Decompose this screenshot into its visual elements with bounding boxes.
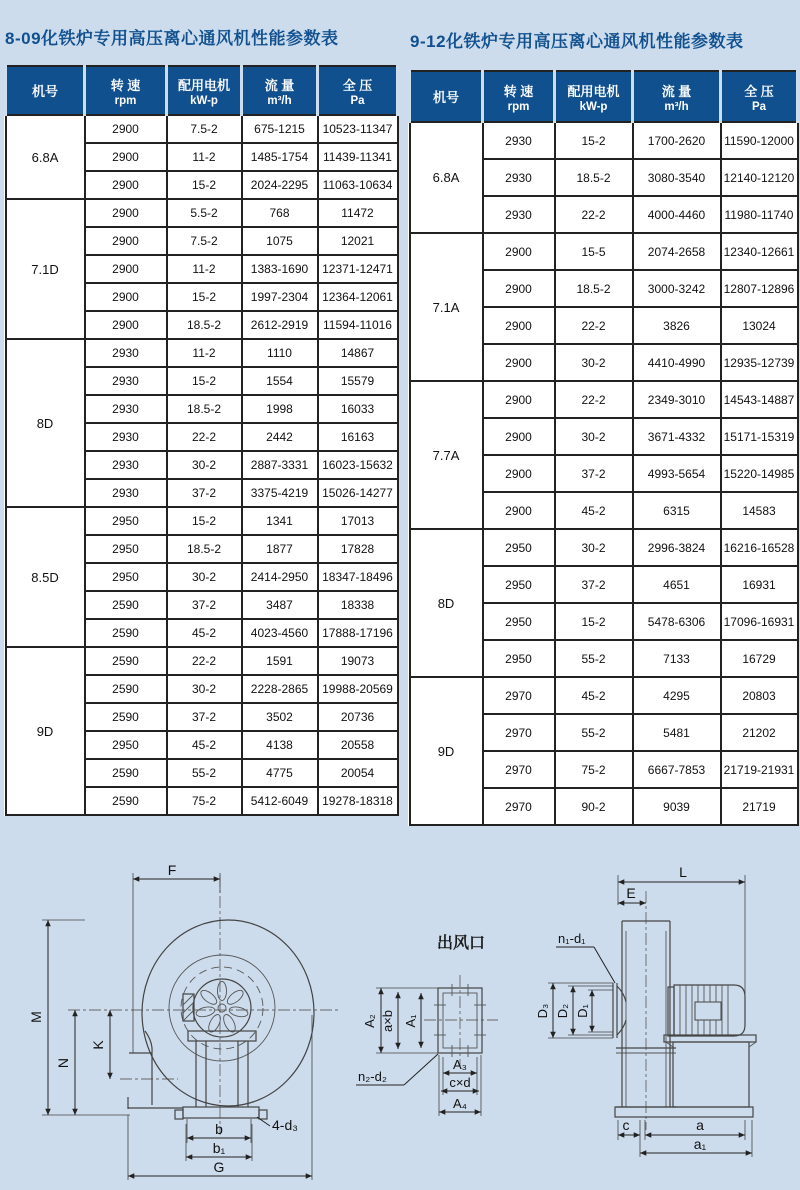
table-row — [6, 199, 398, 227]
table-cell: 2900 — [85, 227, 167, 255]
table-cell: 15-2 — [555, 122, 633, 159]
dim-label-m: M — [28, 1011, 44, 1023]
base-plate — [615, 1107, 753, 1117]
table-row — [410, 122, 798, 159]
table-cell: 1554 — [242, 367, 318, 395]
performance-table-9-12 — [408, 70, 799, 826]
table-cell: 14583 — [721, 492, 798, 529]
model-cell: 8D — [410, 529, 483, 677]
table-row — [6, 339, 398, 367]
table-cell: 2950 — [483, 603, 555, 640]
table-cell: 15-2 — [167, 283, 242, 311]
table-cell: 16163 — [318, 423, 398, 451]
table-cell: 90-2 — [555, 788, 633, 825]
table-cell: 17828 — [318, 535, 398, 563]
table-cell: 16033 — [318, 395, 398, 423]
model-cell: 6.8A — [410, 122, 483, 233]
table-cell: 22-2 — [167, 423, 242, 451]
table-cell: 9039 — [633, 788, 721, 825]
table-cell: 2930 — [483, 196, 555, 233]
column-header: 全 压 Pa — [721, 71, 798, 122]
table-cell: 2590 — [85, 647, 167, 675]
table-row — [410, 529, 798, 566]
table-cell: 11-2 — [167, 255, 242, 283]
table-cell: 2887-3331 — [242, 451, 318, 479]
table-cell: 2950 — [483, 529, 555, 566]
table-cell: 15026-14277 — [318, 479, 398, 507]
performance-table-8-09 — [4, 65, 399, 816]
table-cell: 2228-2865 — [242, 675, 318, 703]
table-cell: 1591 — [242, 647, 318, 675]
table-cell: 4410-4990 — [633, 344, 721, 381]
table-cell: 45-2 — [167, 619, 242, 647]
table-cell: 11-2 — [167, 339, 242, 367]
model-cell: 7.1D — [6, 199, 85, 339]
table-cell: 10523-11347 — [318, 115, 398, 143]
model-cell: 8D — [6, 339, 85, 507]
table-cell: 1075 — [242, 227, 318, 255]
dim-label-a1: a₁ — [693, 1136, 707, 1152]
table-cell: 768 — [242, 199, 318, 227]
table-cell: 2930 — [85, 479, 167, 507]
table-cell: 15220-14985 — [721, 455, 798, 492]
table-cell: 1877 — [242, 535, 318, 563]
table-cell: 30-2 — [555, 418, 633, 455]
table-cell: 12371-12471 — [318, 255, 398, 283]
shaft-key-block — [183, 994, 194, 1021]
column-header: 流 量 m³/h — [633, 71, 721, 122]
table-cell: 1997-2304 — [242, 283, 318, 311]
dim-label-a4: A₄ — [453, 1096, 467, 1111]
table-cell: 15-2 — [167, 507, 242, 535]
table-cell: 2590 — [85, 759, 167, 787]
table-cell: 17096-16931 — [721, 603, 798, 640]
table-cell: 19278-18318 — [318, 787, 398, 815]
dim-label-b1: b₁ — [212, 1140, 226, 1156]
table-cell: 37-2 — [555, 455, 633, 492]
table-cell: 30-2 — [167, 451, 242, 479]
dim-label-a2: A₂ — [362, 1014, 377, 1028]
table-cell: 2900 — [85, 171, 167, 199]
table-cell: 5412-6049 — [242, 787, 318, 815]
table-cell: 6667-7853 — [633, 751, 721, 788]
table-cell: 21719-21931 — [721, 751, 798, 788]
model-cell: 6.8A — [6, 115, 85, 199]
table-cell: 22-2 — [555, 196, 633, 233]
dim-label-d2cap: D₂ — [555, 1003, 570, 1019]
table-cell: 2900 — [483, 455, 555, 492]
table-cell: 12935-12739 — [721, 344, 798, 381]
table-cell: 11472 — [318, 199, 398, 227]
table-cell: 11063-10634 — [318, 171, 398, 199]
model-cell: 7.7A — [410, 381, 483, 529]
column-header: 配用电机 kW-p — [167, 66, 242, 115]
table-cell: 30-2 — [555, 529, 633, 566]
table-cell: 3375-4219 — [242, 479, 318, 507]
table-cell: 75-2 — [555, 751, 633, 788]
table-cell: 15-2 — [167, 367, 242, 395]
table-cell: 20736 — [318, 703, 398, 731]
table-cell: 17888-17196 — [318, 619, 398, 647]
table-cell: 2900 — [85, 255, 167, 283]
table-cell: 13024 — [721, 307, 798, 344]
table-cell: 2930 — [85, 451, 167, 479]
column-header: 流 量 m³/h — [242, 66, 318, 115]
column-header: 全 压 Pa — [318, 66, 398, 115]
table-cell: 2970 — [483, 677, 555, 714]
table-cell: 2349-3010 — [633, 381, 721, 418]
table-cell: 45-2 — [167, 731, 242, 759]
impeller-blades — [195, 982, 249, 1034]
table-cell: 4000-4460 — [633, 196, 721, 233]
column-header: 配用电机 kW-p — [555, 71, 633, 122]
table-cell: 2900 — [85, 115, 167, 143]
technical-drawings — [0, 835, 800, 1190]
header-row — [6, 66, 398, 115]
dim-label-d3cap: D₃ — [535, 1003, 550, 1019]
table-cell: 5.5-2 — [167, 199, 242, 227]
table-cell: 675-1215 — [242, 115, 318, 143]
table-cell: 22-2 — [555, 307, 633, 344]
table-cell: 37-2 — [167, 479, 242, 507]
table-cell: 18.5-2 — [555, 159, 633, 196]
table-cell: 3080-3540 — [633, 159, 721, 196]
table-cell: 2930 — [483, 159, 555, 196]
table-cell: 12021 — [318, 227, 398, 255]
table-cell: 2900 — [483, 492, 555, 529]
table-cell: 15171-15319 — [721, 418, 798, 455]
model-cell: 7.1A — [410, 233, 483, 381]
table-cell: 18.5-2 — [167, 311, 242, 339]
table-cell: 11980-11740 — [721, 196, 798, 233]
table-cell: 12807-12896 — [721, 270, 798, 307]
table-cell: 12340-12661 — [721, 233, 798, 270]
table-cell: 20558 — [318, 731, 398, 759]
table-cell: 2930 — [85, 367, 167, 395]
table-cell: 2950 — [85, 507, 167, 535]
table-row — [410, 677, 798, 714]
table-cell: 14867 — [318, 339, 398, 367]
table-cell: 1383-1690 — [242, 255, 318, 283]
table-cell: 45-2 — [555, 677, 633, 714]
dim-label-cxd: c×d — [449, 1075, 471, 1090]
fan-side-view — [535, 864, 756, 1157]
dim-label-d1cap: D₁ — [575, 1004, 590, 1018]
outlet-title: 出风口 — [436, 935, 486, 952]
table-cell: 3000-3242 — [633, 270, 721, 307]
table-cell: 4775 — [242, 759, 318, 787]
table-cell: 16931 — [721, 566, 798, 603]
table-row — [6, 647, 398, 675]
table-row — [410, 381, 798, 418]
motor-pedestal — [664, 1035, 756, 1107]
table-cell: 2900 — [85, 311, 167, 339]
table-cell: 3826 — [633, 307, 721, 344]
table-cell: 18338 — [318, 591, 398, 619]
table-cell: 21202 — [721, 714, 798, 751]
table-cell: 37-2 — [167, 591, 242, 619]
dim-label-l: L — [679, 864, 687, 880]
model-cell: 9D — [6, 647, 85, 815]
table-cell: 12364-12061 — [318, 283, 398, 311]
table-cell: 7.5-2 — [167, 115, 242, 143]
dim-label-4d3: 4-d₃ — [272, 1117, 298, 1133]
table-cell: 3502 — [242, 703, 318, 731]
table-cell: 15-2 — [167, 171, 242, 199]
table-cell: 7133 — [633, 640, 721, 677]
dim-label-b: b — [215, 1121, 223, 1137]
table-cell: 18.5-2 — [167, 535, 242, 563]
table-cell: 30-2 — [167, 563, 242, 591]
table-cell: 16023-15632 — [318, 451, 398, 479]
table-cell: 1341 — [242, 507, 318, 535]
table-cell: 5481 — [633, 714, 721, 751]
table-cell: 2612-2919 — [242, 311, 318, 339]
dim-label-a: a — [696, 1117, 704, 1133]
table-cell: 55-2 — [555, 640, 633, 677]
table-cell: 1700-2620 — [633, 122, 721, 159]
right-table-title: 9-12化铁炉专用高压离心通风机性能参数表 — [410, 32, 744, 51]
table-cell: 6315 — [633, 492, 721, 529]
table-cell: 20054 — [318, 759, 398, 787]
motor — [668, 985, 745, 1036]
table-cell: 55-2 — [167, 759, 242, 787]
table-cell: 12140-12120 — [721, 159, 798, 196]
table-cell: 2590 — [85, 703, 167, 731]
table-cell: 2930 — [85, 395, 167, 423]
model-cell: 8.5D — [6, 507, 85, 647]
table-cell: 2900 — [85, 283, 167, 311]
dim-label-k: K — [90, 1040, 106, 1050]
table-cell: 3671-4332 — [633, 418, 721, 455]
table-cell: 2970 — [483, 788, 555, 825]
table-cell: 16216-16528 — [721, 529, 798, 566]
table-cell: 15579 — [318, 367, 398, 395]
table-cell: 2900 — [483, 381, 555, 418]
table-cell: 11590-12000 — [721, 122, 798, 159]
table-cell: 7.5-2 — [167, 227, 242, 255]
dim-label-n: N — [55, 1057, 71, 1069]
dim-label-f: F — [167, 862, 177, 878]
outlet-flange-view — [356, 933, 498, 1116]
table-cell: 2074-2658 — [633, 233, 721, 270]
table-row — [6, 115, 398, 143]
table-cell: 2930 — [483, 122, 555, 159]
table-cell: 2590 — [85, 591, 167, 619]
table-cell: 2590 — [85, 787, 167, 815]
table-cell: 30-2 — [555, 344, 633, 381]
table-cell: 2950 — [85, 535, 167, 563]
dim-label-e: E — [626, 885, 636, 901]
table-cell: 75-2 — [167, 787, 242, 815]
inlet-cone — [613, 983, 626, 1038]
table-cell: 11594-11016 — [318, 311, 398, 339]
table-cell: 4023-4560 — [242, 619, 318, 647]
dim-label-n2d2: n₂-d₂ — [358, 1069, 387, 1084]
table-cell: 2590 — [85, 675, 167, 703]
dim-label-axb: a×b — [380, 1009, 395, 1033]
table-row — [6, 507, 398, 535]
table-cell: 2024-2295 — [242, 171, 318, 199]
table-cell: 2900 — [483, 418, 555, 455]
table-cell: 2950 — [483, 640, 555, 677]
table-cell: 21719 — [721, 788, 798, 825]
table-cell: 19073 — [318, 647, 398, 675]
table-cell: 11439-11341 — [318, 143, 398, 171]
table-cell: 2900 — [483, 307, 555, 344]
column-header: 机号 — [410, 71, 483, 122]
table-cell: 45-2 — [555, 492, 633, 529]
dim-label-n1d1: n₁-d₁ — [558, 931, 586, 946]
table-cell: 2442 — [242, 423, 318, 451]
table-cell: 37-2 — [555, 566, 633, 603]
table-cell: 2900 — [85, 143, 167, 171]
table-cell: 2970 — [483, 714, 555, 751]
table-cell: 2930 — [85, 339, 167, 367]
table-cell: 18.5-2 — [555, 270, 633, 307]
column-header: 机号 — [6, 66, 85, 115]
table-cell: 2930 — [85, 423, 167, 451]
inlet-box — [128, 1031, 183, 1109]
table-cell: 19988-20569 — [318, 675, 398, 703]
dim-label-a1v: A₁ — [403, 1014, 418, 1028]
table-cell: 1998 — [242, 395, 318, 423]
table-row — [410, 233, 798, 270]
table-cell: 2950 — [85, 563, 167, 591]
column-header: 转 速 rpm — [85, 66, 167, 115]
header-row — [410, 71, 798, 122]
table-cell: 22-2 — [167, 647, 242, 675]
table-cell: 4993-5654 — [633, 455, 721, 492]
table-cell: 4138 — [242, 731, 318, 759]
table-cell: 2414-2950 — [242, 563, 318, 591]
dim-label-a3: A₃ — [453, 1057, 467, 1072]
model-cell: 9D — [410, 677, 483, 825]
table-cell: 37-2 — [167, 703, 242, 731]
table-cell: 11-2 — [167, 143, 242, 171]
table-cell: 1110 — [242, 339, 318, 367]
dim-label-g: G — [213, 1159, 225, 1175]
table-cell: 2900 — [85, 199, 167, 227]
table-cell: 17013 — [318, 507, 398, 535]
table-cell: 3487 — [242, 591, 318, 619]
table-cell: 14543-14887 — [721, 381, 798, 418]
table-cell: 15-5 — [555, 233, 633, 270]
table-cell: 2996-3824 — [633, 529, 721, 566]
table-cell: 1485-1754 — [242, 143, 318, 171]
table-cell: 4295 — [633, 677, 721, 714]
table-cell: 22-2 — [555, 381, 633, 418]
table-cell: 2900 — [483, 233, 555, 270]
column-header: 转 速 rpm — [483, 71, 555, 122]
table-cell: 2590 — [85, 619, 167, 647]
table-cell: 16729 — [721, 640, 798, 677]
table-cell: 2950 — [483, 566, 555, 603]
table-cell: 55-2 — [555, 714, 633, 751]
fan-front-view — [28, 862, 340, 1180]
table-cell: 18347-18496 — [318, 563, 398, 591]
table-cell: 4651 — [633, 566, 721, 603]
table-cell: 20803 — [721, 677, 798, 714]
table-cell: 18.5-2 — [167, 395, 242, 423]
table-cell: 2950 — [85, 731, 167, 759]
dim-label-c: c — [622, 1117, 630, 1133]
table-cell: 5478-6306 — [633, 603, 721, 640]
table-cell: 15-2 — [555, 603, 633, 640]
table-cell: 2900 — [483, 270, 555, 307]
table-cell: 30-2 — [167, 675, 242, 703]
table-cell: 2900 — [483, 344, 555, 381]
left-table-title: 8-09化铁炉专用高压离心通风机性能参数表 — [5, 29, 339, 48]
table-cell: 2970 — [483, 751, 555, 788]
